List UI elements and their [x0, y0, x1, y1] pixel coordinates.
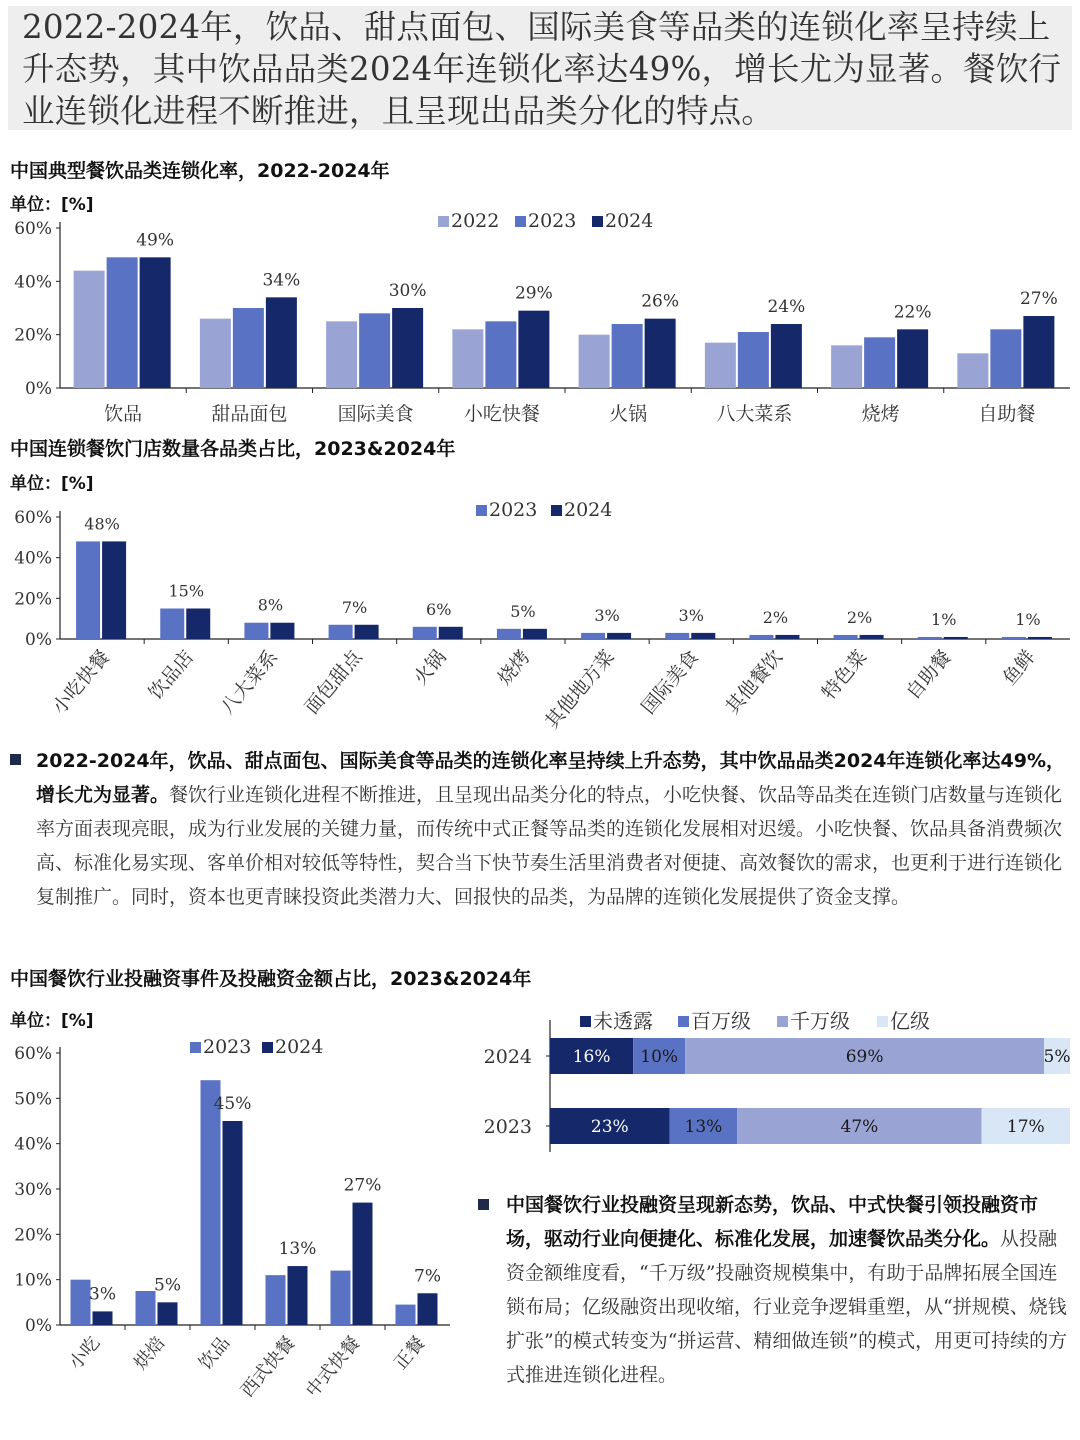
bar-2024-小吃快餐 — [518, 311, 549, 388]
x-category-label: 其他餐饮 — [721, 646, 788, 719]
data-label: 3% — [89, 1284, 116, 1305]
legend-swatch — [777, 1016, 788, 1027]
x-category-label: 小吃快餐 — [463, 403, 540, 425]
data-label: 27% — [343, 1175, 382, 1196]
bar-2023-烧烤 — [497, 629, 521, 639]
bar-2024-火锅 — [645, 319, 676, 388]
bar-2023-饮品 — [201, 1080, 221, 1325]
bar-2023-鱼鲜 — [1002, 637, 1026, 639]
legend-swatch — [262, 1042, 273, 1053]
legend-swatch — [678, 1016, 689, 1027]
data-label: 3% — [678, 605, 704, 625]
legend-swatch — [190, 1042, 201, 1053]
y-tick-label: 20% — [14, 1225, 52, 1246]
data-label: 30% — [388, 281, 427, 301]
bar-2023-小吃快餐 — [485, 321, 516, 388]
chart3-svg — [0, 1020, 470, 1440]
data-label: 45% — [213, 1094, 252, 1114]
legend-label: 2024 — [564, 499, 613, 521]
data-label: 13% — [278, 1239, 317, 1260]
bar-2024-八大菜系 — [270, 623, 294, 639]
bar-2023-中式快餐 — [331, 1271, 351, 1325]
bar-2024-自助餐 — [1023, 316, 1054, 388]
data-label: 2% — [846, 607, 873, 627]
bar-2024-饮品 — [223, 1121, 243, 1325]
x-category-label: 小吃 — [65, 1332, 105, 1374]
paragraph-1-lead: 2022-2024年，饮品、甜点面包、国际美食等品类的连锁化率呈持续上升态势，其中饮品品类2024年连锁化率达49%，增长尤为显著。 — [36, 750, 1066, 806]
x-category-label: 国际美食 — [337, 403, 414, 425]
y-tick-label: 30% — [14, 1180, 52, 1200]
chart3-unit: 单位：[%] — [10, 1011, 94, 1031]
bar-2024-饮品店 — [186, 609, 210, 640]
legend-label: 亿级 — [890, 1009, 930, 1033]
x-category-label: 国际美食 — [637, 646, 704, 719]
bar-2023-火锅 — [612, 324, 643, 388]
bar-2024-八大菜系 — [771, 324, 802, 388]
segment-label: 17% — [1006, 1117, 1045, 1137]
data-label: 29% — [514, 283, 553, 304]
y-tick-label: 60% — [14, 508, 52, 528]
legend-label: 2024 — [605, 210, 654, 232]
bar-2024-烧烤 — [897, 329, 928, 388]
bar-2022-烧烤 — [831, 345, 862, 388]
x-category-label: 饮品 — [104, 403, 143, 425]
bar-2024-西式快餐 — [288, 1266, 308, 1325]
chart1-title: 中国典型餐饮品类连锁化率，2022-2024年 — [10, 160, 390, 182]
chart3-title: 中国餐饮行业投融资事件及投融资金额占比，2023&2024年 — [10, 968, 532, 990]
segment-label: 69% — [845, 1047, 884, 1067]
paragraph-2-body: 从投融资金额维度看，“千万级”投融资规模集中，有助于品牌拓展全国连锁布局；亿级融资出现收缩，行业竞争逻辑重塑，从“拼规模、烧钱扩张”的模式转变为“拼运营、精细做连锁”的模式，用更可持续的方式推进连锁化进程。 — [506, 1228, 1068, 1386]
data-label: 7% — [414, 1266, 441, 1287]
y-category-label: 2024 — [483, 1046, 532, 1068]
data-label: 3% — [594, 605, 620, 625]
bar-2022-饮品 — [74, 271, 105, 388]
x-category-label: 饮品店 — [144, 646, 199, 704]
data-label: 5% — [154, 1275, 181, 1296]
data-label: 7% — [341, 597, 368, 617]
bar-2022-甜品面包 — [200, 319, 231, 388]
data-label: 27% — [1019, 289, 1058, 309]
x-category-label: 中式快餐 — [301, 1332, 365, 1402]
legend-swatch — [580, 1016, 591, 1027]
bar-2024-其他地方菜 — [607, 633, 631, 639]
chart2-svg — [0, 490, 1080, 740]
legend-swatch — [438, 216, 449, 227]
segment-label: 23% — [590, 1117, 629, 1137]
legend-swatch — [592, 216, 603, 227]
segment-label: 16% — [572, 1047, 611, 1067]
bar-2023-自助餐 — [990, 329, 1021, 388]
data-label: 24% — [767, 297, 806, 317]
y-tick-label: 40% — [14, 548, 52, 569]
bar-2023-八大菜系 — [244, 623, 268, 639]
data-label: 5% — [510, 601, 536, 621]
x-category-label: 自助餐 — [978, 403, 1036, 425]
y-tick-label: 20% — [14, 325, 52, 346]
legend-swatch — [877, 1016, 888, 1027]
bar-2024-烧烤 — [523, 629, 547, 639]
bar-2023-面包甜点 — [329, 625, 353, 639]
y-tick-label: 40% — [14, 272, 52, 293]
bar-2023-国际美食 — [665, 633, 689, 639]
analysis-paragraph-1 — [36, 744, 1072, 914]
data-label: 1% — [931, 609, 957, 629]
x-category-label: 正餐 — [390, 1332, 430, 1374]
bar-2023-饮品店 — [160, 609, 184, 640]
data-label: 48% — [84, 514, 120, 534]
bar-2023-西式快餐 — [266, 1275, 286, 1325]
bar-2024-面包甜点 — [355, 625, 379, 639]
bar-2024-烘焙 — [158, 1302, 178, 1325]
legend-label: 2022 — [451, 210, 500, 232]
y-tick-label: 0% — [25, 630, 52, 650]
y-tick-label: 60% — [14, 1044, 52, 1064]
y-category-label: 2023 — [483, 1116, 532, 1138]
y-tick-label: 10% — [14, 1270, 52, 1291]
bar-2023-烧烤 — [864, 337, 895, 388]
bar-2024-鱼鲜 — [1028, 637, 1052, 639]
y-tick-label: 50% — [14, 1089, 52, 1110]
data-label: 49% — [136, 230, 175, 251]
bar-2024-自助餐 — [944, 637, 968, 639]
legend-label: 百万级 — [691, 1009, 751, 1033]
data-label: 8% — [257, 595, 284, 615]
bar-2024-甜品面包 — [266, 297, 297, 388]
bullet-marker — [10, 754, 21, 765]
x-category-label: 小吃快餐 — [48, 646, 114, 719]
bar-2024-国际美食 — [392, 308, 423, 388]
chart1-unit: 单位：[%] — [10, 195, 94, 215]
data-label: 6% — [426, 599, 452, 619]
chart1-svg — [0, 200, 1080, 432]
x-category-label: 八大菜系 — [716, 403, 793, 425]
bar-2024-特色菜 — [860, 635, 884, 639]
y-tick-label: 20% — [14, 589, 52, 610]
legend-label: 2023 — [528, 210, 577, 232]
data-label: 15% — [168, 581, 205, 601]
x-category-label: 火锅 — [609, 403, 648, 425]
chart2-unit: 单位：[%] — [10, 474, 94, 494]
x-category-label: 面包甜点 — [300, 646, 367, 719]
x-category-label: 特色菜 — [817, 646, 872, 704]
bar-2022-自助餐 — [957, 353, 988, 388]
legend-label: 2023 — [203, 1036, 252, 1058]
data-label: 34% — [262, 270, 301, 291]
bar-2024-小吃快餐 — [102, 541, 126, 639]
bar-2024-中式快餐 — [353, 1203, 373, 1325]
x-category-label: 饮品 — [195, 1332, 235, 1374]
chart2-title: 中国连锁餐饮门店数量各品类占比，2023&2024年 — [10, 438, 456, 460]
x-category-label: 甜品面包 — [211, 403, 288, 425]
bar-2024-火锅 — [439, 627, 463, 639]
y-tick-label: 0% — [25, 379, 52, 399]
bar-2024-饮品 — [140, 257, 171, 388]
x-category-label: 八大菜系 — [216, 646, 283, 719]
legend-label: 2024 — [275, 1036, 324, 1058]
bar-2023-国际美食 — [359, 313, 390, 388]
x-category-label: 鱼鲜 — [998, 646, 1040, 690]
data-label: 22% — [893, 302, 932, 323]
bar-2022-国际美食 — [326, 321, 357, 388]
legend-label: 千万级 — [790, 1009, 850, 1033]
bullet-marker — [478, 1199, 489, 1210]
paragraph-1-body: 餐饮行业连锁化进程不断推进，且呈现出品类分化的特点，小吃快餐、饮品等品类在连锁门店数量与连锁化率方面表现亮眼，成为行业发展的关键力量，而传统中式正餐等品类的连锁化发展相对迟缓。小吃快餐、饮品具备消费频次高、标准化易实现、客单价相对较低等特性，契合当下快节奏生活里消费者对便捷、高效餐饮的需求，也更利于进行连锁化复制推广。同时，资本也更青睐投资此类潜力大、回报快的品类，为品牌的连锁化发展提供了资金支撑。 — [36, 784, 1063, 908]
legend-swatch — [515, 216, 526, 227]
bar-2023-八大菜系 — [738, 332, 769, 388]
x-category-label: 烧烤 — [493, 646, 535, 690]
bar-2023-自助餐 — [918, 637, 942, 639]
x-category-label: 自助餐 — [902, 646, 956, 704]
data-label: 1% — [1015, 609, 1041, 629]
bar-2024-正餐 — [418, 1293, 438, 1325]
bar-2022-八大菜系 — [705, 343, 736, 388]
bar-2023-小吃快餐 — [76, 541, 100, 639]
legend-label: 2023 — [489, 499, 538, 521]
bar-2023-甜品面包 — [233, 308, 264, 388]
bar-2023-小吃 — [71, 1280, 91, 1325]
x-category-label: 西式快餐 — [236, 1332, 300, 1402]
y-tick-label: 60% — [14, 219, 52, 239]
legend-swatch — [551, 505, 562, 516]
bar-2022-小吃快餐 — [452, 329, 483, 388]
segment-label: 13% — [684, 1117, 723, 1137]
bar-2022-火锅 — [579, 335, 610, 388]
bar-2024-小吃 — [93, 1311, 113, 1325]
segment-label: 5% — [1043, 1047, 1071, 1067]
x-category-label: 烘焙 — [130, 1332, 170, 1374]
bar-2023-特色菜 — [834, 635, 858, 639]
segment-label: 47% — [840, 1117, 879, 1137]
summary-text: 2022-2024年，饮品、甜点面包、国际美食等品类的连锁化率呈持续上升态势，其中饮品品类2024年连锁化率达49%，增长尤为显著。餐饮行业连锁化进程不断推进，且呈现出品类分化的特点。 — [22, 8, 1062, 130]
bar-2023-正餐 — [396, 1305, 416, 1325]
y-tick-label: 0% — [25, 1316, 52, 1336]
y-tick-label: 40% — [14, 1134, 52, 1155]
x-category-label: 其他地方菜 — [540, 646, 619, 734]
x-category-label: 火锅 — [409, 646, 451, 690]
data-label: 2% — [762, 607, 789, 627]
bar-2023-火锅 — [413, 627, 437, 639]
paragraph-2-lead: 中国餐饮行业投融资呈现新态势，饮品、中式快餐引领投融资市场，驱动行业向便捷化、标准化发展，加速餐饮品类分化。 — [506, 1194, 1039, 1250]
legend-swatch — [476, 505, 487, 516]
bar-2023-饮品 — [107, 257, 138, 388]
bar-2023-其他地方菜 — [581, 633, 605, 639]
chart4-stacked-svg — [470, 1000, 1080, 1160]
legend-label: 未透露 — [593, 1009, 653, 1033]
data-label: 26% — [641, 291, 680, 312]
bar-2023-其他餐饮 — [749, 635, 773, 639]
analysis-paragraph-2 — [506, 1188, 1072, 1392]
bar-2024-国际美食 — [691, 633, 715, 639]
x-category-label: 烧烤 — [861, 403, 900, 425]
segment-label: 10% — [640, 1047, 679, 1067]
bar-2023-烘焙 — [136, 1291, 156, 1325]
bar-2024-其他餐饮 — [775, 635, 799, 639]
